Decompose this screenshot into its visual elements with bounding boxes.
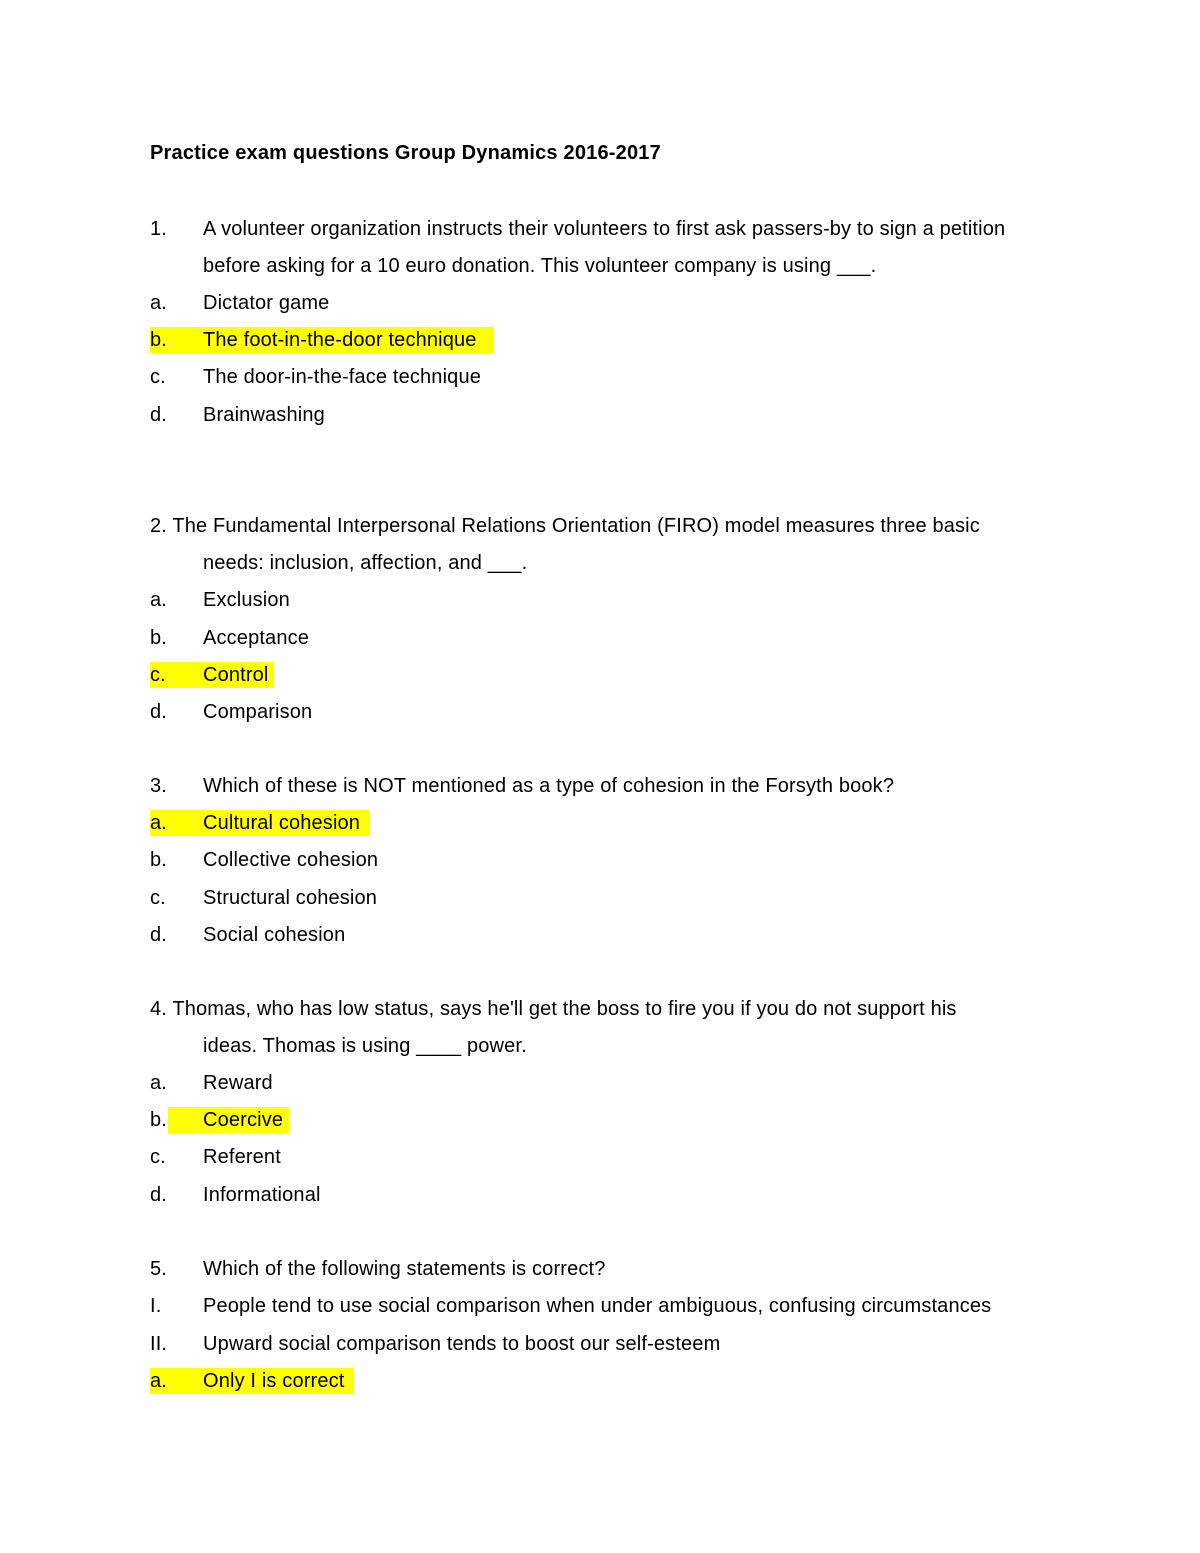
question-2-continuation: needs: inclusion, affection, and ___. [203,552,528,574]
question-4 [150,996,957,1022]
statement-text: Upward social comparison tends to boost our self-esteem [203,1333,721,1355]
option-letter: c. [150,664,166,686]
question-text: Thomas, who has low status, says he'll get the boss to fire you if you do not support his [172,998,957,1020]
option-text: Informational [203,1184,321,1206]
question-text: The Fundamental Interpersonal Relations Orientation (FIRO) model measures three basic [172,515,980,537]
option-letter: a. [150,589,167,611]
option-text: Referent [203,1146,281,1168]
option-text: Brainwashing [203,404,325,426]
option-letter: c. [150,887,166,909]
option-letter: a. [150,812,167,834]
option-text: Dictator game [203,292,330,314]
question-2 [150,513,980,539]
option-text: Comparison [203,701,313,723]
option-letter: d. [150,404,167,426]
question-text: Which of the following statements is correct? [203,1258,606,1280]
option-text: Control [203,664,269,686]
question-number: 2. [150,515,167,537]
question-1-continuation: before asking for a 10 euro donation. This volunteer company is using ___. [203,255,877,277]
option-text: Reward [203,1072,273,1094]
document-title: Practice exam questions Group Dynamics 2016-2017 [150,142,661,164]
question-4-continuation: ideas. Thomas is using ____ power. [203,1035,527,1057]
option-text: Cultural cohesion [203,812,361,834]
option-text: Only I is correct [203,1370,345,1392]
option-letter: c. [150,366,166,388]
question-number: 5. [150,1258,167,1280]
option-text: Exclusion [203,589,290,611]
option-letter: a. [150,1370,167,1392]
option-letter: b. [150,627,167,649]
option-letter: b. [150,329,167,351]
question-text: A volunteer organization instructs their volunteers to first ask passers-by to sign a petition [203,218,1006,240]
option-text: Acceptance [203,627,310,649]
question-number: 1. [150,218,167,240]
question-text: Which of these is NOT mentioned as a type of cohesion in the Forsyth book? [203,775,895,797]
question-number: 3. [150,775,167,797]
option-text: The foot-in-the-door technique [203,329,477,351]
question-number: 4. [150,998,167,1020]
option-text: Collective cohesion [203,849,379,871]
option-text: Social cohesion [203,924,346,946]
option-text: Coercive [203,1109,284,1131]
statement-text: People tend to use social comparison when under ambiguous, confusing circumstances [203,1295,992,1317]
statement-numeral: II. [150,1333,168,1355]
option-letter: d. [150,701,167,723]
option-letter: a. [150,292,167,314]
statement-numeral: I. [150,1295,162,1317]
option-letter: b. [150,1109,167,1131]
option-text: The door-in-the-face technique [203,366,481,388]
option-letter: d. [150,924,167,946]
option-letter: a. [150,1072,167,1094]
option-letter: c. [150,1146,166,1168]
option-letter: d. [150,1184,167,1206]
option-text: Structural cohesion [203,887,378,909]
option-letter: b. [150,849,167,871]
